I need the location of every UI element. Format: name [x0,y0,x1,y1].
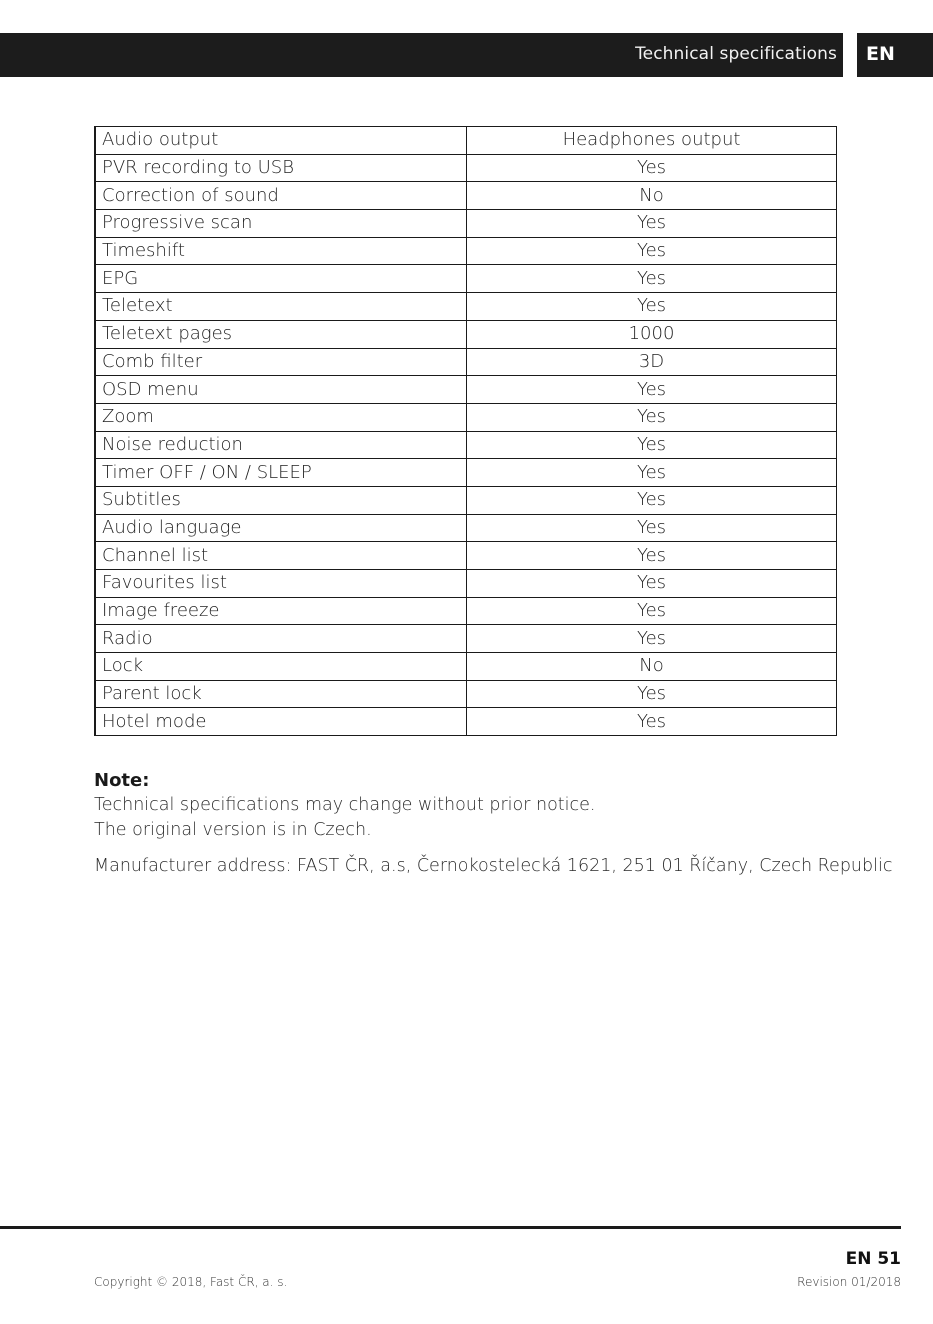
table-row [95,625,837,653]
table-row [95,542,837,570]
spec-property: Favourites list [95,570,467,598]
section-title: Technical specifications [635,44,837,64]
table-row [95,237,837,265]
spec-property: Correction of sound [95,182,467,210]
spec-property: Timeshift [95,237,467,265]
spec-property: Subtitles [95,486,467,514]
table-row [95,154,837,182]
spec-property: Hotel mode [95,708,467,736]
table-row [95,597,837,625]
spec-value: Yes [467,154,837,182]
spec-property: Image freeze [95,597,467,625]
spec-value: Yes [467,542,837,570]
table-row [95,182,837,210]
table-row [95,680,837,708]
table-row [95,403,837,431]
manufacturer-address: Manufacturer address: FAST ČR, a.s, Černokostelecká 1621, 251 01 Říčany, Czech Republic [94,856,893,876]
table-row [95,459,837,487]
table-row [95,431,837,459]
table-row [95,514,837,542]
table-row [95,348,837,376]
spec-property: Channel list [95,542,467,570]
spec-property: Progressive scan [95,210,467,238]
spec-property: Noise reduction [95,431,467,459]
spec-value: Yes [467,680,837,708]
spec-property: EPG [95,265,467,293]
spec-value: Headphones output [467,127,837,155]
copyright-notice: Copyright © 2018, Fast ČR, a. s. [94,1275,288,1289]
spec-property: Zoom [95,403,467,431]
note-heading: Note: [94,770,150,791]
spec-property: Lock [95,653,467,681]
table-row [95,708,837,736]
spec-property: Teletext [95,293,467,321]
note-original-language: The original version is in Czech. [94,820,372,840]
spec-value: Yes [467,431,837,459]
page-number: EN 51 [845,1249,901,1269]
specifications-table-body [95,127,837,736]
specifications-table [94,126,837,736]
table-row [95,210,837,238]
table-row [95,265,837,293]
language-label: EN [866,43,895,65]
spec-value: Yes [467,625,837,653]
spec-value: Yes [467,376,837,404]
spec-property: Parent lock [95,680,467,708]
footer-divider [0,1226,901,1229]
spec-value: Yes [467,293,837,321]
spec-value: Yes [467,210,837,238]
spec-property: Comb filter [95,348,467,376]
spec-property: OSD menu [95,376,467,404]
table-row [95,127,837,155]
table-row [95,570,837,598]
table-row [95,653,837,681]
table-row [95,320,837,348]
spec-value: Yes [467,237,837,265]
spec-property: Teletext pages [95,320,467,348]
spec-value: No [467,182,837,210]
spec-value: Yes [467,459,837,487]
table-row [95,486,837,514]
language-tab [857,33,933,77]
spec-value: Yes [467,403,837,431]
spec-value: No [467,653,837,681]
spec-value: Yes [467,265,837,293]
spec-value: Yes [467,597,837,625]
revision-label: Revision 01/2018 [797,1275,901,1289]
spec-value: Yes [467,708,837,736]
spec-property: Audio language [95,514,467,542]
spec-value: 3D [467,348,837,376]
spec-property: Radio [95,625,467,653]
spec-property: PVR recording to USB [95,154,467,182]
note-change-notice: Technical specifications may change without prior notice. [94,795,596,815]
table-row [95,293,837,321]
header-bar [0,33,843,77]
table-row [95,376,837,404]
spec-value: Yes [467,570,837,598]
spec-property: Timer OFF / ON / SLEEP [95,459,467,487]
spec-value: Yes [467,514,837,542]
spec-property: Audio output [95,127,467,155]
spec-value: 1000 [467,320,837,348]
spec-value: Yes [467,486,837,514]
